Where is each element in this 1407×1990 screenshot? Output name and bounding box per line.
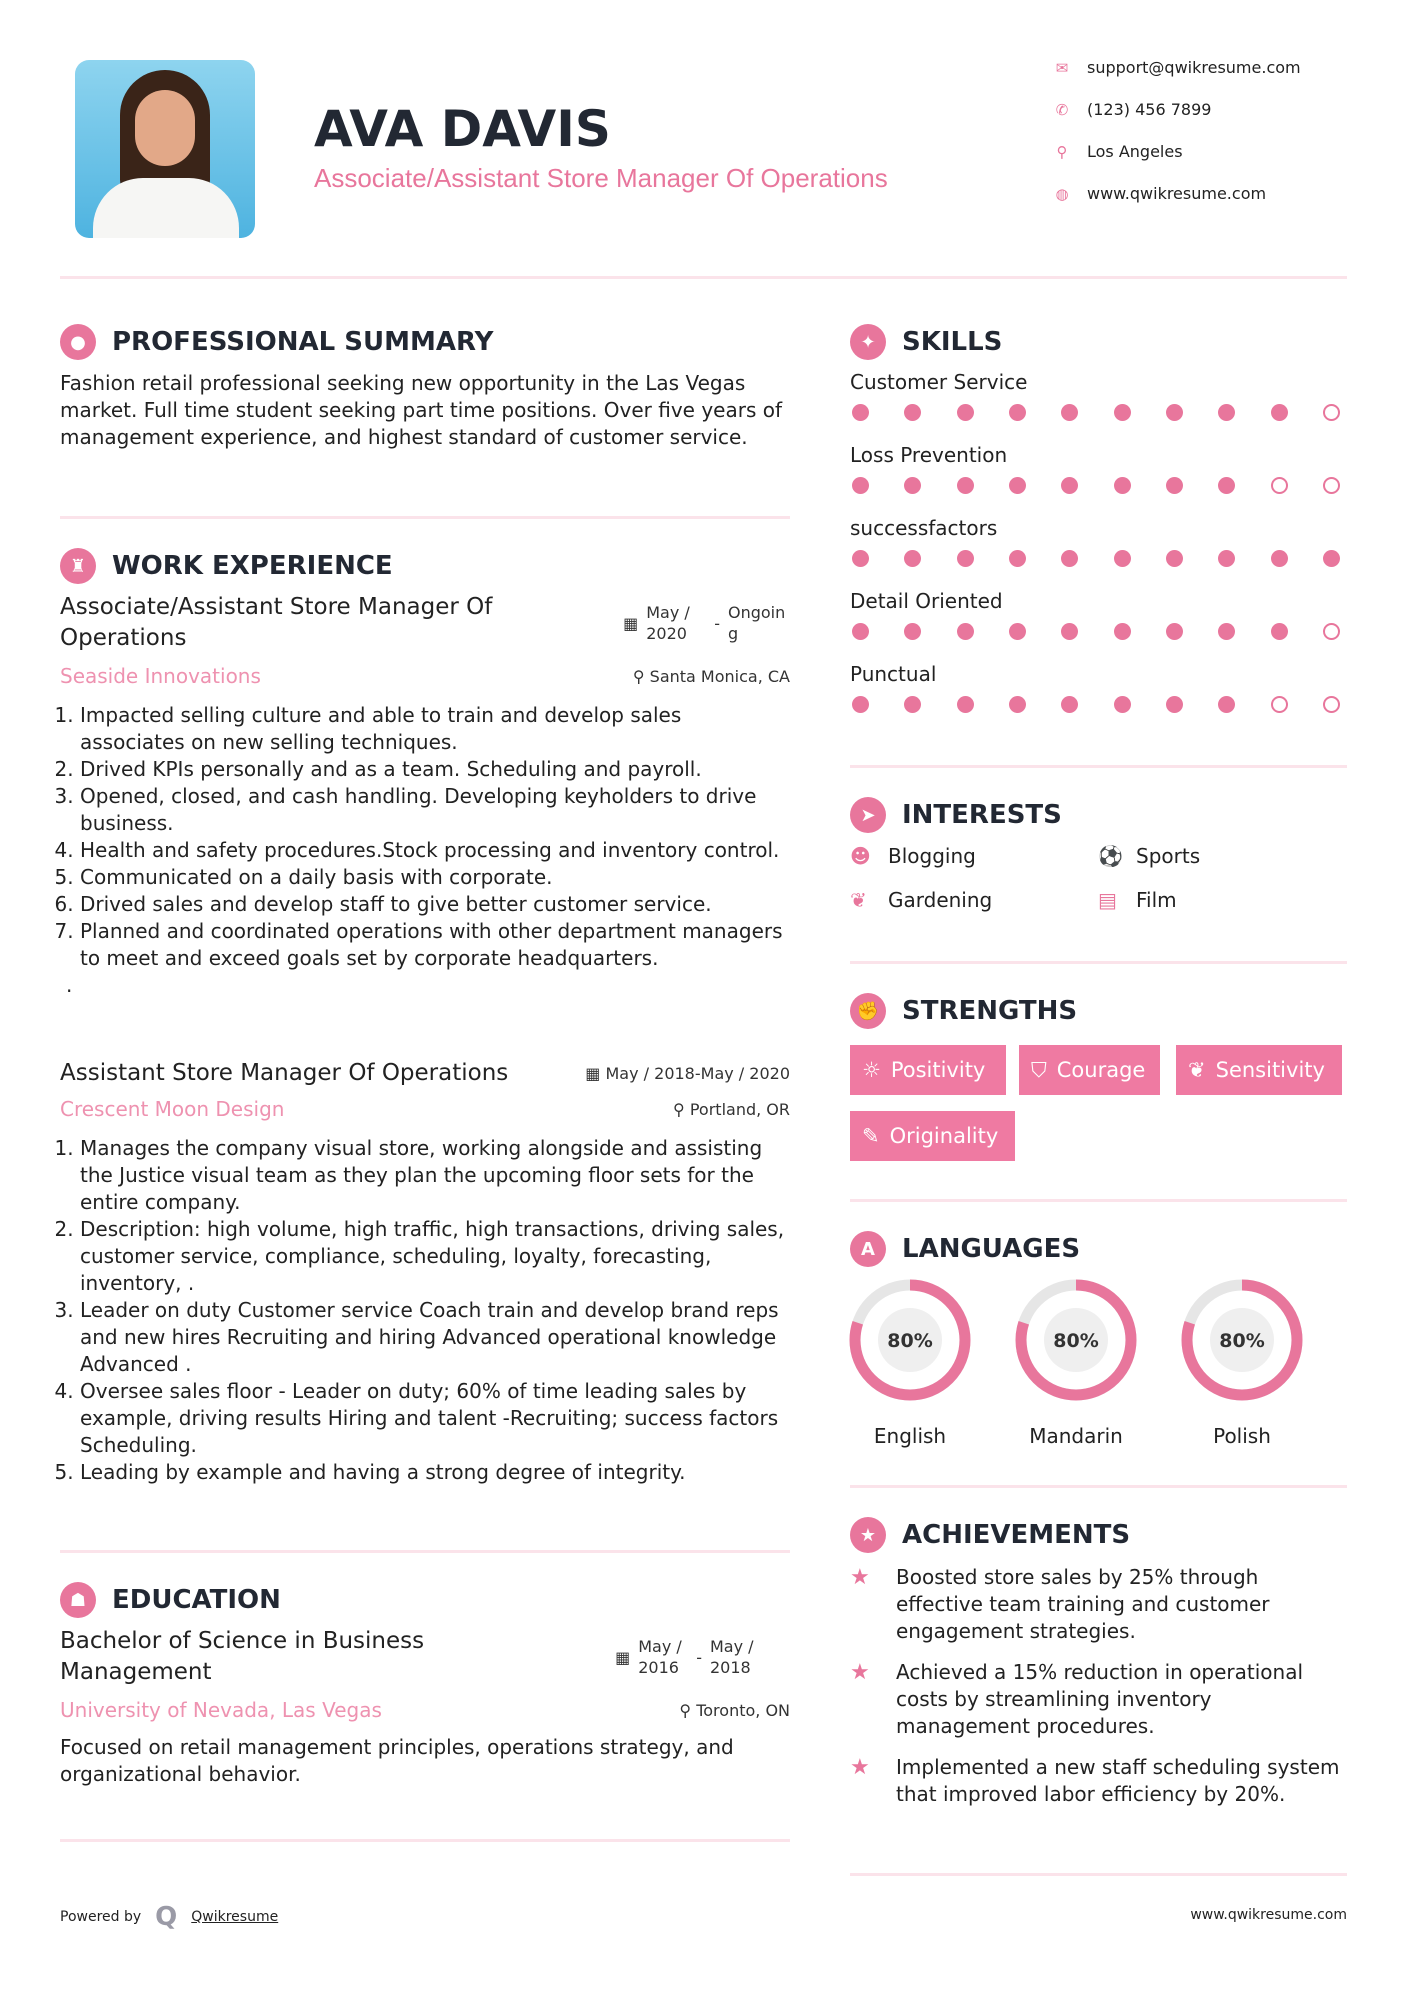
heading-text: EDUCATION <box>112 1585 281 1615</box>
rating-dot-empty <box>1323 404 1340 421</box>
language-item <box>845 1278 975 1448</box>
shooting-star-icon: ★ <box>850 1565 870 1590</box>
rating-dot-filled <box>904 477 921 494</box>
shooting-star-icon: ★ <box>850 1755 870 1780</box>
rating-dot-filled <box>904 404 921 421</box>
contact-text: (123) 456 7899 <box>1087 100 1212 119</box>
language-percent: 80% <box>1219 1330 1265 1352</box>
achievements-heading <box>850 1517 1130 1553</box>
heading-text: PROFESSIONAL SUMMARY <box>112 327 494 357</box>
bullet: 4. Oversee sales floor - Leader on duty; 60% of time leading sales by example, driving results Hiring and talent -Recruiting; success factors Scheduling. <box>80 1378 790 1459</box>
language-donut <box>1014 1278 1138 1402</box>
job-dates <box>585 1063 790 1084</box>
heading-text: STRENGTHS <box>902 996 1078 1026</box>
skill-name: successfactors <box>850 516 998 540</box>
calendar-icon: ▦ <box>623 613 639 633</box>
interest-label: Sports <box>1136 844 1201 868</box>
qwikresume-link[interactable]: Qwikresume <box>191 1909 279 1925</box>
phone-icon: ✆ <box>1055 100 1069 119</box>
rating-dot-filled <box>957 477 974 494</box>
star-icon: ★ <box>850 1517 886 1553</box>
rating-dot-filled <box>852 696 869 713</box>
skill-rating <box>852 623 1340 640</box>
interest-blogging <box>850 844 976 868</box>
rating-dot-empty <box>1271 477 1288 494</box>
heading-text: LANGUAGES <box>902 1234 1081 1264</box>
rating-dot-filled <box>1271 550 1288 567</box>
strength-sensitivity <box>1176 1045 1342 1095</box>
rating-dot-empty <box>1323 477 1340 494</box>
rating-dot-filled <box>1114 477 1131 494</box>
contact-text: Los Angeles <box>1087 142 1183 161</box>
candidate-title: Associate/Assistant Store Manager Of Operations <box>314 163 888 193</box>
bullet: 5. Leading by example and having a strong degree of integrity. <box>80 1459 790 1486</box>
job-location <box>633 666 790 687</box>
heading-text: INTERESTS <box>902 800 1062 830</box>
end-date: May / 2018 <box>710 1637 754 1677</box>
job-dates: ▦ May / 2020 - Ongoing <box>623 592 790 654</box>
footer-url[interactable]: www.qwikresume.com <box>1190 1907 1347 1923</box>
divider <box>850 1873 1347 1876</box>
candidate-name: AVA DAVIS <box>314 100 611 158</box>
language-percent: 80% <box>1053 1330 1099 1352</box>
language-item <box>1177 1278 1307 1448</box>
strength-originality <box>850 1111 1015 1161</box>
leaf-icon: ❦ <box>1188 1058 1206 1082</box>
contact-phone <box>1052 100 1211 119</box>
rating-dot-filled <box>1114 404 1131 421</box>
bullet: 2. Drived KPIs personally and as a team. Scheduling and payroll. <box>80 756 790 783</box>
rating-dot-filled <box>1218 696 1235 713</box>
company-name: Seaside Innovations <box>60 664 261 688</box>
skills-list <box>850 370 1340 735</box>
language-item <box>1011 1278 1141 1448</box>
education-description: Focused on retail management principles, operations strategy, and organizational behavior. <box>60 1735 734 1786</box>
rating-dot-filled <box>1218 550 1235 567</box>
language-donut <box>848 1278 972 1402</box>
bullet: 4. Health and safety procedures.Stock processing and inventory control. <box>80 837 790 864</box>
user-icon: ● <box>60 324 96 360</box>
job-entry <box>60 1058 790 1486</box>
dates-text: May / 2018-May / 2020 <box>605 1064 790 1083</box>
rating-dot-filled <box>1009 623 1026 640</box>
job-bullets <box>60 1135 790 1486</box>
work-heading <box>60 548 393 584</box>
strength-label: Courage <box>1056 1058 1146 1082</box>
lightbulb-icon: ✦ <box>850 324 886 360</box>
company-name: Crescent Moon Design <box>60 1097 285 1121</box>
powered-by-text: Powered by <box>60 1909 142 1925</box>
skill-rating <box>852 696 1340 713</box>
bullet: 5. Communicated on a daily basis with corporate. <box>80 864 790 891</box>
trailing-dot: . <box>66 973 73 997</box>
contact-text: www.qwikresume.com <box>1087 184 1267 203</box>
language-name: Polish <box>1213 1424 1271 1448</box>
rating-dot-filled <box>1114 550 1131 567</box>
rating-dot-filled <box>1009 477 1026 494</box>
interest-gardening <box>850 888 992 912</box>
rating-dot-filled <box>1009 696 1026 713</box>
divider <box>850 1485 1347 1488</box>
divider <box>60 1550 790 1553</box>
qwikresume-logo-icon: Q <box>155 1902 178 1932</box>
fist-icon: ✊ <box>850 993 886 1029</box>
rating-dot-filled <box>1271 623 1288 640</box>
skill-item <box>850 662 1340 735</box>
envelope-icon: ✉ <box>1055 58 1069 77</box>
calendar-icon: ▦ <box>615 1647 631 1667</box>
rating-dot-filled <box>1061 623 1078 640</box>
rating-dot-filled <box>852 477 869 494</box>
rating-dot-filled <box>957 696 974 713</box>
rating-dot-filled <box>1114 696 1131 713</box>
bullet: 3. Opened, closed, and cash handling. Developing keyholders to drive business. <box>80 783 790 837</box>
rating-dot-filled <box>1218 623 1235 640</box>
skill-item <box>850 589 1340 662</box>
education-heading <box>60 1582 281 1618</box>
rating-dot-filled <box>1271 404 1288 421</box>
rating-dot-filled <box>1323 550 1340 567</box>
rating-dot-empty <box>1271 696 1288 713</box>
job-location <box>673 1099 790 1120</box>
location-text: Portland, OR <box>689 1099 790 1119</box>
education-dates: ▦ May / 2016 - May / 2018 <box>615 1626 760 1688</box>
rating-dot-filled <box>1061 696 1078 713</box>
achievement-item <box>850 1564 1340 1645</box>
contact-text: support@qwikresume.com <box>1087 58 1301 77</box>
rating-dot-filled <box>852 623 869 640</box>
achievement-text: Achieved a 15% reduction in operational costs by streamlining inventory management procedures. <box>896 1660 1304 1738</box>
skill-item <box>850 443 1340 516</box>
soccer-ball-icon: ⚽ <box>1098 844 1123 868</box>
contact-website[interactable] <box>1052 184 1266 203</box>
start-date: May / 2020 <box>646 603 690 643</box>
job-entry <box>60 592 790 999</box>
rating-dot-filled <box>852 550 869 567</box>
summary-heading <box>60 324 493 360</box>
skill-name: Punctual <box>850 662 937 686</box>
rating-dot-filled <box>957 623 974 640</box>
users-icon: ☻ <box>850 844 871 868</box>
skills-heading <box>850 324 1002 360</box>
skill-rating <box>852 477 1340 494</box>
interest-label: Film <box>1136 888 1177 912</box>
strength-courage <box>1019 1045 1160 1095</box>
rating-dot-filled <box>1218 477 1235 494</box>
rating-dot-filled <box>1009 404 1026 421</box>
strength-label: Positivity <box>890 1058 986 1082</box>
heading-text: WORK EXPERIENCE <box>112 551 393 581</box>
interest-film <box>1098 888 1177 912</box>
chair-icon: ♜ <box>60 548 96 584</box>
interests-heading <box>850 797 1062 833</box>
pin-icon: ⚲ <box>632 666 650 686</box>
language-percent: 80% <box>887 1330 933 1352</box>
heading-text: ACHIEVEMENTS <box>902 1520 1131 1550</box>
strength-label: Sensitivity <box>1215 1058 1325 1082</box>
language-donut <box>1180 1278 1304 1402</box>
school-name: University of Nevada, Las Vegas <box>60 1698 382 1722</box>
globe-icon: ◍ <box>1055 184 1069 203</box>
strength-label: Originality <box>889 1124 999 1148</box>
calendar-icon: ▦ <box>585 1064 606 1083</box>
bullet: 6. Drived sales and develop staff to give better customer service. <box>80 891 790 918</box>
rating-dot-filled <box>1218 404 1235 421</box>
rating-dot-filled <box>904 696 921 713</box>
contact-location <box>1052 142 1183 161</box>
location-text: Santa Monica, CA <box>649 666 790 686</box>
location-text: Toronto, ON <box>696 1700 790 1720</box>
bullet: 2. Description: high volume, high traffic, high transactions, driving sales, customer service, compliance, scheduling, loyalty, forecasting, inventory, . <box>80 1216 790 1297</box>
summary-text: Fashion retail professional seeking new opportunity in the Las Vegas market. Full time student seeking part time positions. Over five years of management experience, and highest standard of customer service. <box>60 371 783 449</box>
job-bullets <box>60 702 790 972</box>
divider <box>850 765 1347 768</box>
achievement-text: Implemented a new staff scheduling system that improved labor efficiency by 20%. <box>896 1755 1340 1806</box>
rating-dot-filled <box>904 550 921 567</box>
language-name: English <box>873 1424 947 1448</box>
rating-dot-filled <box>1166 696 1183 713</box>
interest-label: Gardening <box>888 888 993 912</box>
leaf-icon: ❦ <box>850 888 867 912</box>
job-title: Assistant Store Manager Of Operations <box>60 1060 509 1086</box>
education-entry <box>60 1626 790 1788</box>
end-date: Ongoing <box>728 603 786 643</box>
shield-icon: ⛉ <box>1031 1057 1047 1082</box>
bullet: 3. Leader on duty Customer service Coach train and develop brand reps and new hires Recruiting and hiring Advanced operational knowledge Advanced . <box>80 1297 790 1378</box>
divider <box>850 961 1347 964</box>
interest-sports <box>1098 844 1200 868</box>
rating-dot-filled <box>1061 550 1078 567</box>
strengths-heading <box>850 993 1077 1029</box>
interest-label: Blogging <box>888 844 976 868</box>
bullet: 1. Manages the company visual store, working alongside and assisting the Justice visual team as they plan the upcoming floor sets for the entire company. <box>80 1135 790 1216</box>
rating-dot-filled <box>957 550 974 567</box>
rating-dot-filled <box>1061 404 1078 421</box>
bullet: 1. Impacted selling culture and able to train and develop sales associates on new selling techniques. <box>80 702 790 756</box>
strength-positivity <box>850 1045 1006 1095</box>
rating-dot-filled <box>1166 623 1183 640</box>
footer-powered <box>60 1902 278 1932</box>
rating-dot-filled <box>1009 550 1026 567</box>
header-divider <box>60 276 1347 279</box>
skill-name: Loss Prevention <box>850 443 1008 467</box>
rating-dot-filled <box>904 623 921 640</box>
job-title: Associate/Assistant Store Manager Of Operations <box>60 594 493 651</box>
languages-heading <box>850 1231 1080 1267</box>
profile-photo <box>75 60 255 238</box>
bullet: 7. Planned and coordinated operations with other department managers to meet and exceed goals set by corporate headquarters. <box>80 918 790 972</box>
education-location <box>679 1700 790 1721</box>
graduation-icon: ☗ <box>60 1582 96 1618</box>
rating-dot-empty <box>1323 623 1340 640</box>
rating-dot-filled <box>1061 477 1078 494</box>
language-name: Mandarin <box>1029 1424 1123 1448</box>
languages-list <box>845 1278 1307 1448</box>
pin-icon: ⚲ <box>673 1099 690 1119</box>
rating-dot-filled <box>1114 623 1131 640</box>
rating-dot-filled <box>1166 550 1183 567</box>
skill-item <box>850 516 1340 589</box>
divider <box>60 1839 790 1842</box>
rating-dot-filled <box>957 404 974 421</box>
skill-rating <box>852 404 1340 421</box>
achievement-text: Boosted store sales by 25% through effective team training and customer engagement strategies. <box>896 1565 1270 1643</box>
sun-icon: ☼ <box>862 1058 881 1082</box>
rating-dot-filled <box>852 404 869 421</box>
rating-dot-empty <box>1323 696 1340 713</box>
map-pin-icon: ⚲ <box>1056 142 1068 161</box>
skill-name: Customer Service <box>850 370 1028 394</box>
film-icon: ▤ <box>1098 888 1117 912</box>
skill-name: Detail Oriented <box>850 589 1003 613</box>
skill-item <box>850 370 1340 443</box>
translate-icon: A <box>850 1231 886 1267</box>
achievement-item <box>850 1754 1340 1808</box>
pencil-icon: ✎ <box>862 1124 880 1148</box>
divider <box>850 1199 1347 1202</box>
achievement-item <box>850 1659 1340 1740</box>
divider <box>60 516 790 519</box>
pin-icon: ⚲ <box>679 1700 697 1720</box>
heading-text: SKILLS <box>902 327 1003 357</box>
shooting-star-icon: ★ <box>850 1660 870 1685</box>
start-date: May / 2016 <box>638 1637 682 1677</box>
skill-rating <box>852 550 1340 567</box>
degree: Bachelor of Science in Business Management <box>60 1628 425 1685</box>
rating-dot-filled <box>1166 477 1183 494</box>
paper-plane-icon: ➤ <box>850 797 886 833</box>
rating-dot-filled <box>1166 404 1183 421</box>
contact-email[interactable] <box>1052 58 1301 77</box>
